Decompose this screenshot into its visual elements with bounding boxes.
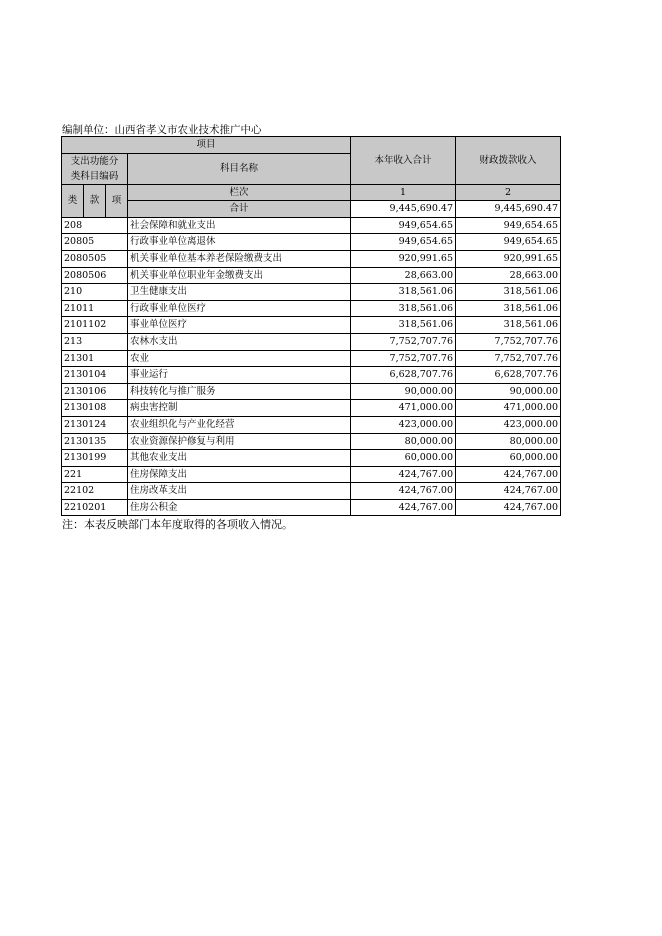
row-name: 农业: [128, 350, 351, 367]
row-name: 住房改革支出: [128, 483, 351, 500]
row-code: 2130106: [62, 383, 128, 400]
row-fiscal: 28,663.00: [456, 267, 561, 284]
table-row: [62, 383, 561, 400]
row-name: 病虫害控制: [128, 400, 351, 417]
row-name: 住房保障支出: [128, 466, 351, 483]
row-name: 社会保障和就业支出: [128, 217, 351, 234]
row-income: 424,767.00: [351, 483, 456, 500]
row-name: 农林水支出: [128, 333, 351, 350]
header-xiang: 项: [106, 184, 128, 217]
row-income: 920,991.65: [351, 250, 456, 267]
row-name: 行政事业单位医疗: [128, 300, 351, 317]
row-fiscal: 6,628,707.76: [456, 367, 561, 384]
row-fiscal: 424,767.00: [456, 466, 561, 483]
header-row-project: [62, 137, 561, 154]
row-name: 事业运行: [128, 367, 351, 384]
row-income: 28,663.00: [351, 267, 456, 284]
row-fiscal: 318,561.06: [456, 284, 561, 301]
row-income: 949,654.65: [351, 217, 456, 234]
header-row-column-no: [62, 184, 561, 201]
row-name: 机关事业单位职业年金缴费支出: [128, 267, 351, 284]
row-name: 农业组织化与产业化经营: [128, 416, 351, 433]
row-code: 2130104: [62, 367, 128, 384]
row-fiscal: 7,752,707.76: [456, 350, 561, 367]
table-row: [62, 466, 561, 483]
header-col2: 2: [456, 184, 561, 201]
row-fiscal: 60,000.00: [456, 450, 561, 467]
table-row: [62, 250, 561, 267]
header-fiscal-income: 财政拨款收入: [456, 137, 561, 185]
table-row: [62, 499, 561, 516]
table-row: [62, 483, 561, 500]
row-code: 2130199: [62, 450, 128, 467]
row-code: 2210201: [62, 499, 128, 516]
row-code: 208: [62, 217, 128, 234]
total-label: 合计: [128, 201, 351, 218]
table-row: [62, 284, 561, 301]
table-row: [62, 450, 561, 467]
row-name: 其他农业支出: [128, 450, 351, 467]
row-code: 21301: [62, 350, 128, 367]
row-income: 7,752,707.76: [351, 350, 456, 367]
header-code-line2: 类科目编码: [70, 170, 119, 182]
row-name: 住房公积金: [128, 499, 351, 516]
row-name: 科技转化与推广服务: [128, 383, 351, 400]
table-row: [62, 300, 561, 317]
row-name: 事业单位医疗: [128, 317, 351, 334]
table-row: [62, 367, 561, 384]
row-code: 21011: [62, 300, 128, 317]
row-fiscal: 471,000.00: [456, 400, 561, 417]
row-income: 90,000.00: [351, 383, 456, 400]
row-name: 机关事业单位基本养老保险缴费支出: [128, 250, 351, 267]
header-income-total: 本年收入合计: [351, 137, 456, 185]
row-income: 423,000.00: [351, 416, 456, 433]
income-table-body: [62, 137, 561, 516]
row-income: 949,654.65: [351, 234, 456, 251]
total-income: 9,445,690.47: [351, 201, 456, 218]
row-income: 471,000.00: [351, 400, 456, 417]
row-name: 农业资源保护修复与利用: [128, 433, 351, 450]
table-row: [62, 433, 561, 450]
header-code: [62, 153, 128, 184]
row-fiscal: 424,767.00: [456, 499, 561, 516]
footnote: 注：本表反映部门本年度取得的各项收入情况。: [62, 518, 293, 531]
row-code: 22102: [62, 483, 128, 500]
header-project: 项目: [62, 137, 351, 154]
row-code: 2080506: [62, 267, 128, 284]
table-row: [62, 416, 561, 433]
row-code: 210: [62, 284, 128, 301]
row-fiscal: 949,654.65: [456, 234, 561, 251]
header-lei: 类: [62, 184, 84, 217]
row-code: 2080505: [62, 250, 128, 267]
row-code: 20805: [62, 234, 128, 251]
row-income: 6,628,707.76: [351, 367, 456, 384]
row-fiscal: 949,654.65: [456, 217, 561, 234]
income-table: [61, 136, 561, 516]
row-income: 7,752,707.76: [351, 333, 456, 350]
row-code: 221: [62, 466, 128, 483]
row-code: 2130108: [62, 400, 128, 417]
row-code: 2130124: [62, 416, 128, 433]
row-code: 213: [62, 333, 128, 350]
total-fiscal: 9,445,690.47: [456, 201, 561, 218]
table-row: [62, 234, 561, 251]
table-row: [62, 317, 561, 334]
header-code-line1: 支出功能分: [70, 155, 119, 167]
table-row: [62, 350, 561, 367]
unit-label: 编制单位：山西省孝义市农业技术推广中心: [62, 124, 262, 136]
row-income: 424,767.00: [351, 466, 456, 483]
row-fiscal: 318,561.06: [456, 317, 561, 334]
row-income: 424,767.00: [351, 499, 456, 516]
header-column-no: 栏次: [128, 184, 351, 201]
row-income: 318,561.06: [351, 284, 456, 301]
row-income: 318,561.06: [351, 300, 456, 317]
table-row: [62, 217, 561, 234]
row-name: 行政事业单位离退休: [128, 234, 351, 251]
table-row: [62, 400, 561, 417]
table-row: [62, 267, 561, 284]
total-row: [62, 201, 561, 218]
header-kuan: 款: [84, 184, 106, 217]
row-income: 318,561.06: [351, 317, 456, 334]
row-fiscal: 318,561.06: [456, 300, 561, 317]
row-fiscal: 80,000.00: [456, 433, 561, 450]
row-income: 80,000.00: [351, 433, 456, 450]
row-code: 2101102: [62, 317, 128, 334]
table-row: [62, 333, 561, 350]
row-fiscal: 424,767.00: [456, 483, 561, 500]
row-income: 60,000.00: [351, 450, 456, 467]
header-subject-name: 科目名称: [128, 153, 351, 184]
row-code: 2130135: [62, 433, 128, 450]
row-fiscal: 423,000.00: [456, 416, 561, 433]
row-name: 卫生健康支出: [128, 284, 351, 301]
header-col1: 1: [351, 184, 456, 201]
row-fiscal: 7,752,707.76: [456, 333, 561, 350]
row-fiscal: 920,991.65: [456, 250, 561, 267]
row-fiscal: 90,000.00: [456, 383, 561, 400]
